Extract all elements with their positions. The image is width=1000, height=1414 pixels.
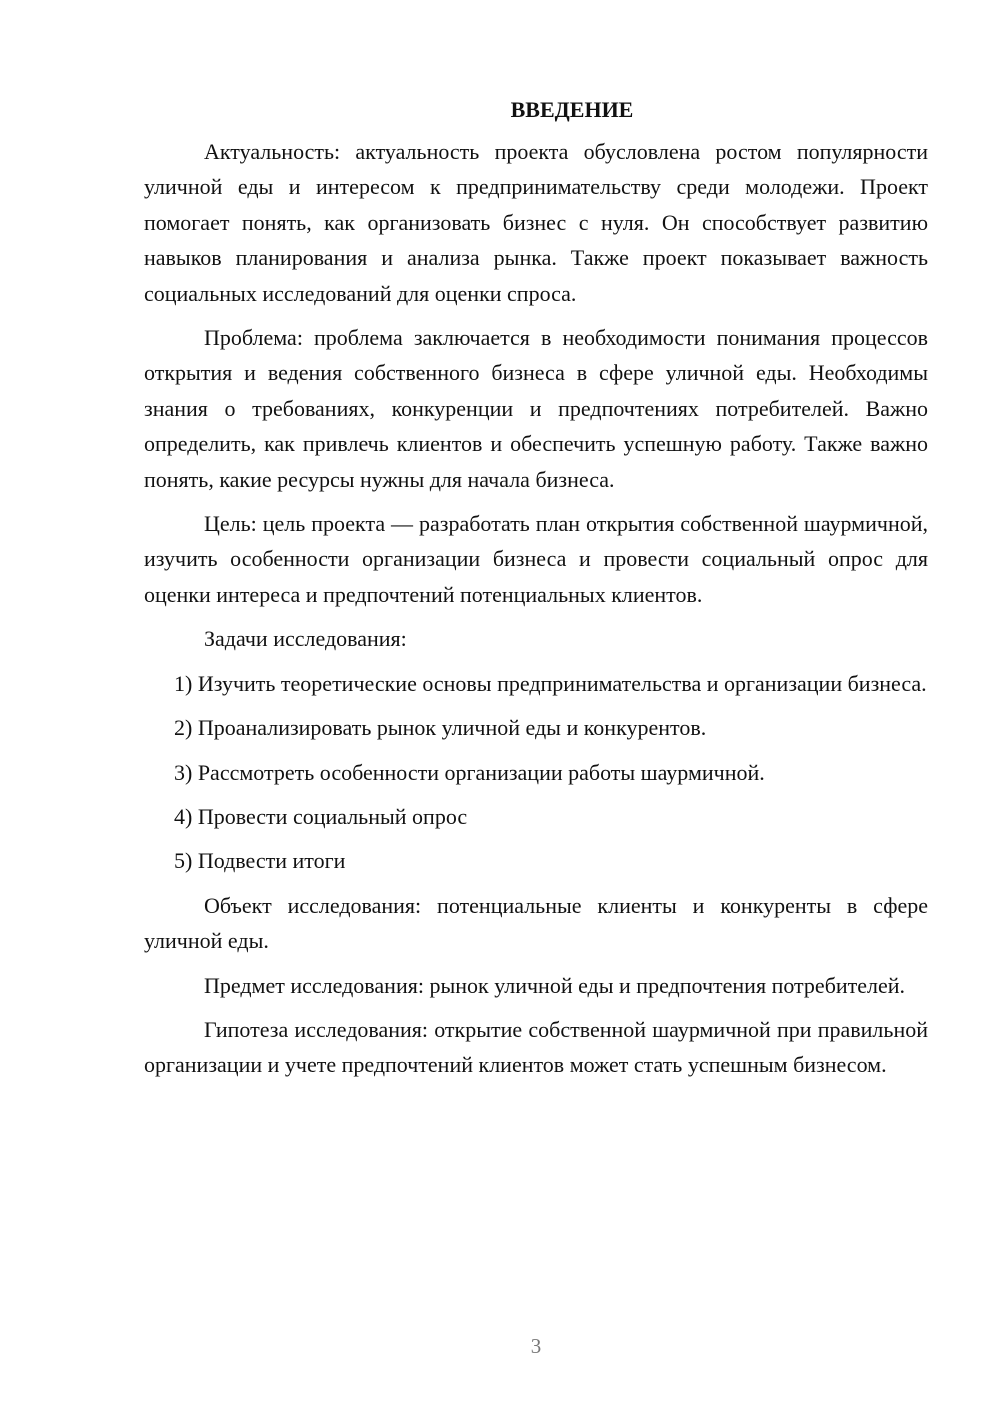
task-item-2: 2) Проанализировать рынок уличной еды и конкурентов. <box>174 715 707 741</box>
relevance-paragraph: Актуальность: актуальность проекта обусловлена ростом популярности уличной еды и интересом к предпринимательству среди молодежи. Проект помогает понять, как организовать бизнес с нуля. Он способствует развитию навыков планирования и анализа рынка. Также проект показывает важность социальных исследований для оценки спроса. <box>144 139 928 306</box>
section-heading: ВВЕДЕНИЕ <box>510 97 634 122</box>
task-item-4: 4) Провести социальный опрос <box>174 803 468 829</box>
page-number: 3 <box>530 1334 542 1358</box>
goal-paragraph: Цель: цель проекта — разработать план открытия собственной шаурмичной, изучить особенности организации бизнеса и провести социальный опрос для оценки интереса и предпочтений потенциальных клиентов. <box>144 511 928 607</box>
task-item-1: 1) Изучить теоретические основы предпринимательства и организации бизнеса. <box>174 670 927 696</box>
problem-paragraph: Проблема: проблема заключается в необходимости понимания процессов открытия и ведения собственного бизнеса в сфере уличной еды. Необходимы знания о требованиях, конкуренции и предпочтениях потребителей. Важно определить, как привлечь клиентов и обеспечить успешную работу. Также важно понять, какие ресурсы нужны для начала бизнеса. <box>144 325 928 492</box>
task-item-5: 5) Подвести итоги <box>174 848 346 874</box>
subject-paragraph: Предмет исследования: рынок уличной еды и предпочтения потребителей. <box>204 972 906 998</box>
task-item-3: 3) Рассмотреть особенности организации работы шаурмичной. <box>174 759 765 785</box>
page-content <box>144 96 928 1092</box>
object-paragraph: Объект исследования: потенциальные клиенты и конкуренты в сфере уличной еды. <box>144 892 928 954</box>
tasks-heading: Задачи исследования: <box>204 626 407 652</box>
hypothesis-paragraph: Гипотеза исследования: открытие собственной шаурмичной при правильной организации и учете предпочтений клиентов может стать успешным бизнесом. <box>144 1016 928 1078</box>
